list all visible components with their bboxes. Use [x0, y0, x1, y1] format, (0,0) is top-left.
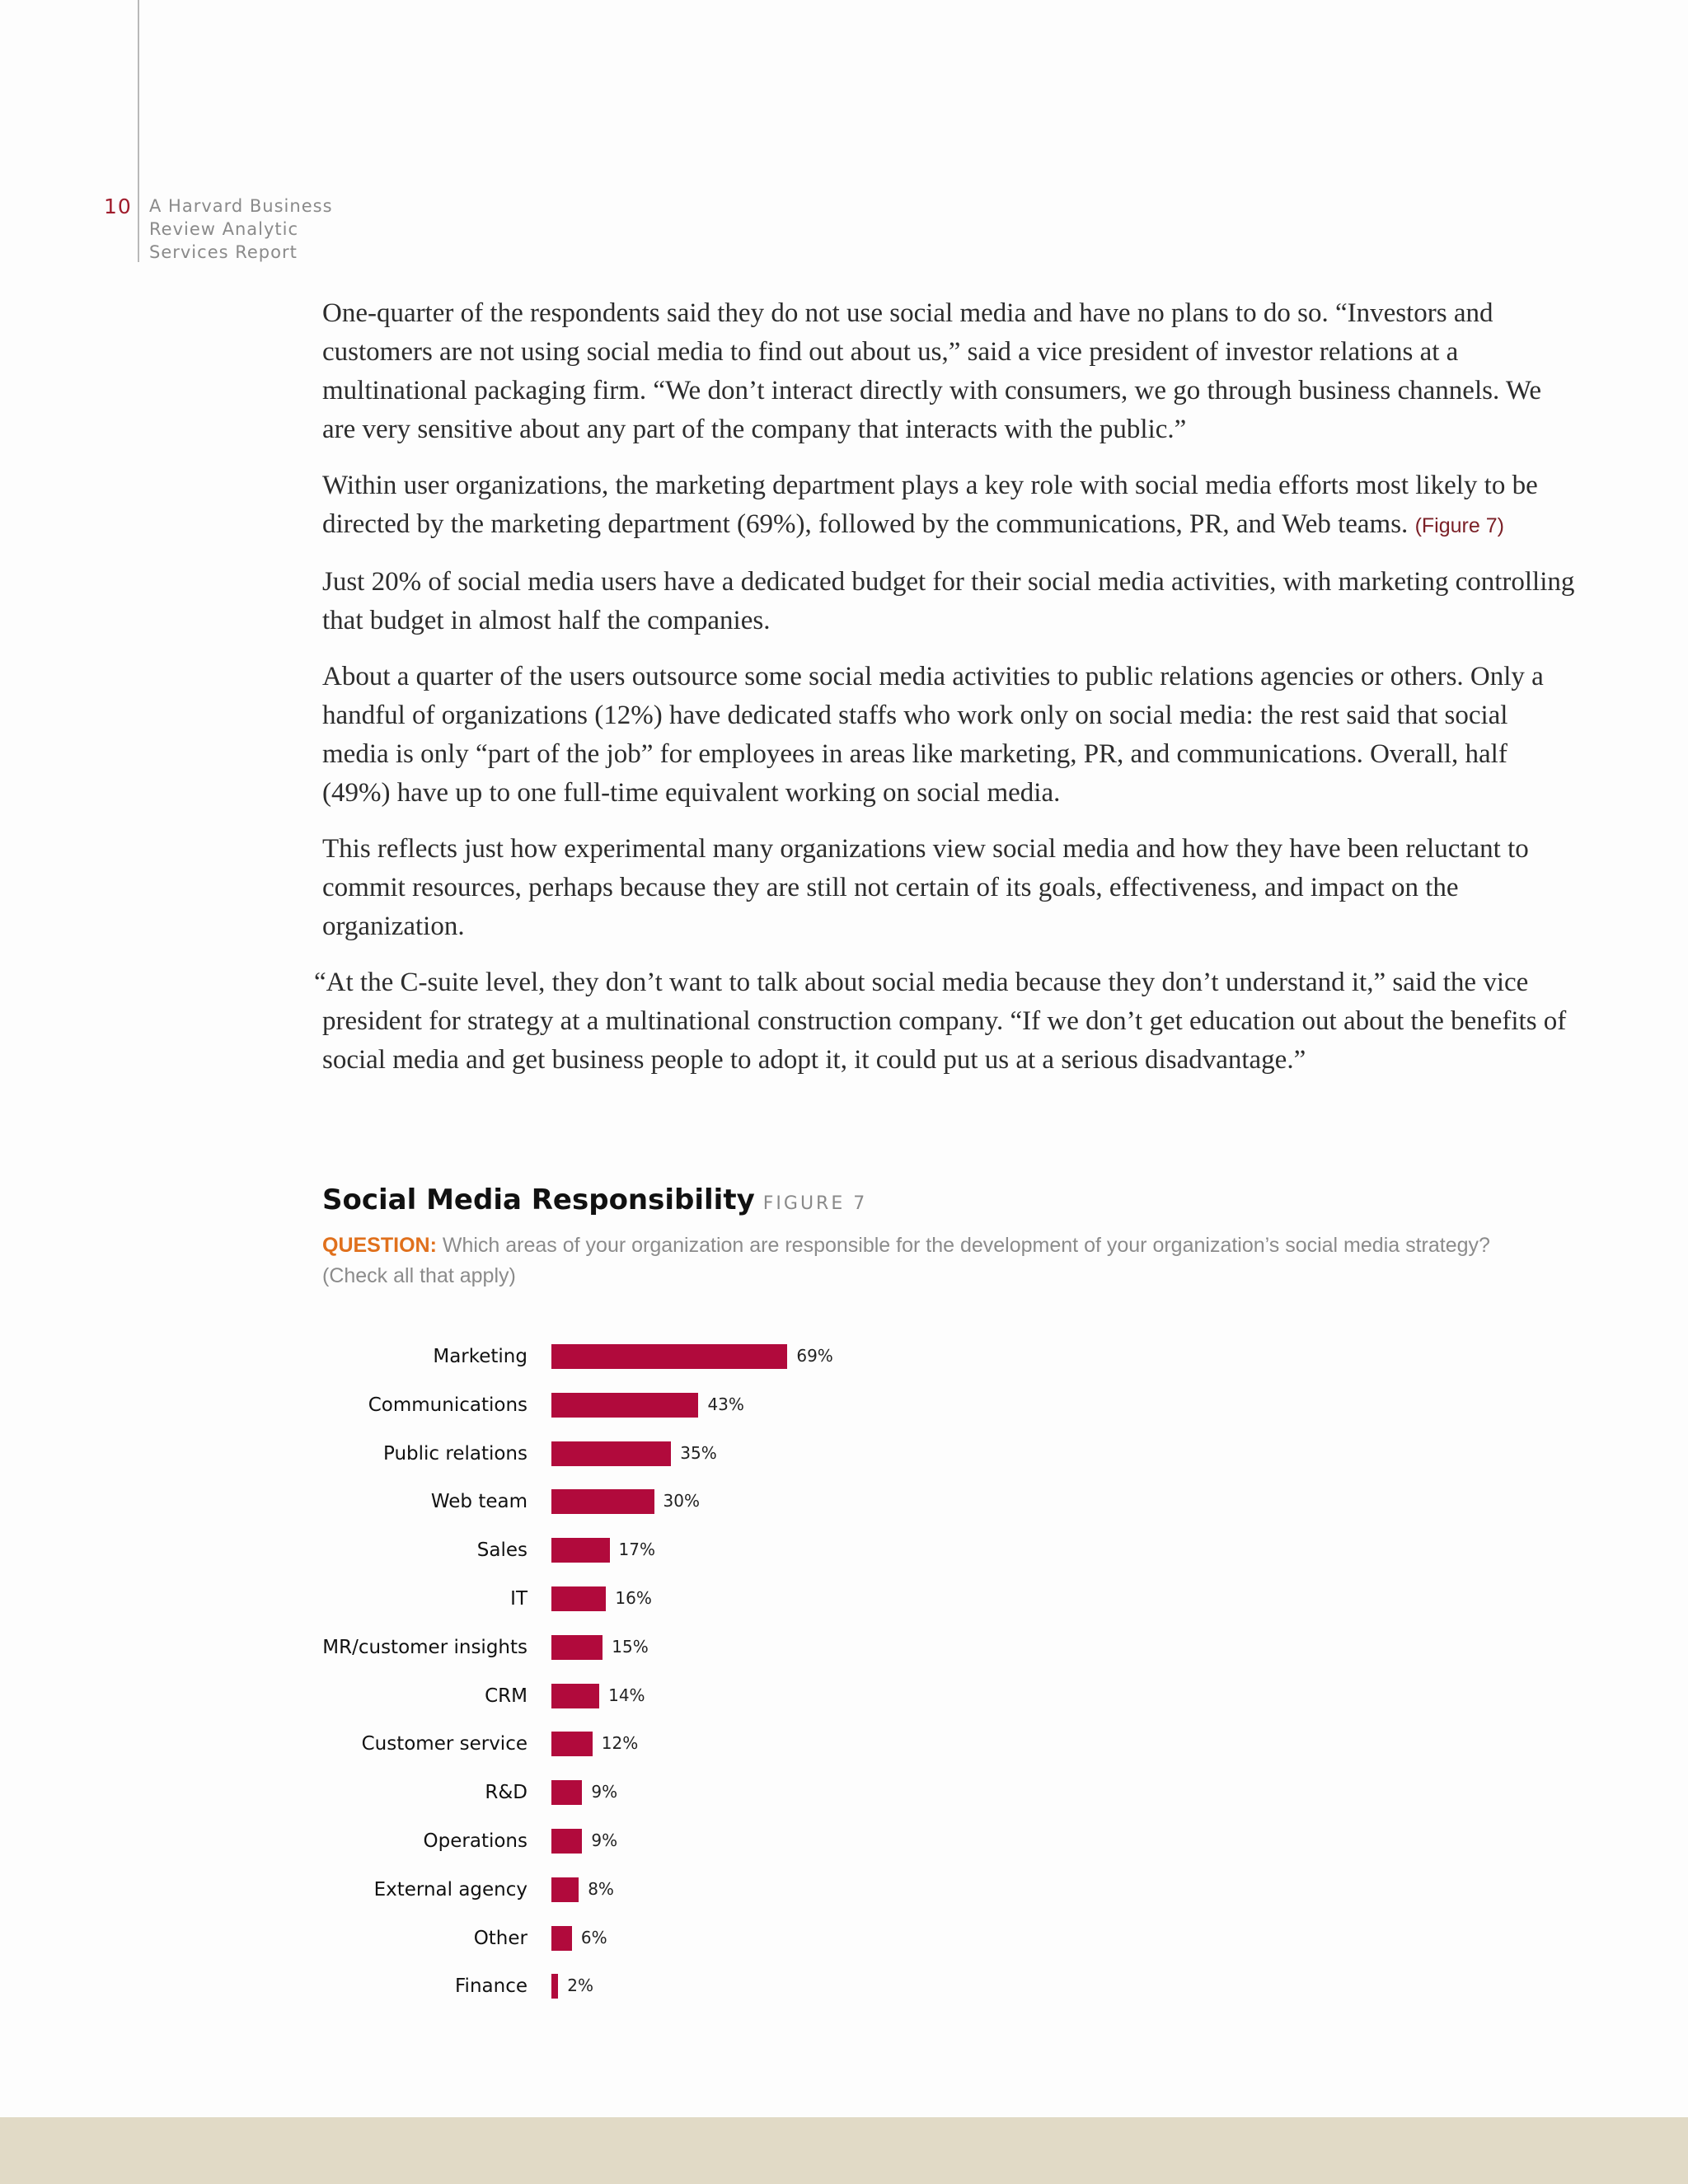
paragraph-text: Within user organizations, the marketing department plays a key role with social media efforts most likely to be directed by the marketing department (69%), followed by the communications, PR, and Web teams. [322, 471, 1538, 539]
bar-label: Operations [423, 1830, 528, 1852]
bar-value-label: 6% [580, 1927, 607, 1947]
bar [551, 1684, 599, 1708]
bar-label: Marketing [433, 1346, 528, 1367]
bar-value-label: 35% [680, 1442, 717, 1463]
paragraph: Just 20% of social media users have a dedicated budget for their social media activities, with marketing controlling that budget in almost half the companies. [322, 567, 1575, 635]
bar [551, 1974, 558, 1999]
bar [551, 1926, 572, 1951]
bar-value-label: 14% [608, 1685, 645, 1705]
bar-value-label: 9% [591, 1830, 618, 1850]
bar [551, 1635, 603, 1660]
bar-label: R&D [485, 1782, 528, 1804]
paragraph: One-quarter of the respondents said they do not use social media and have no plans to do so. “Investors and customers are not using social media to find out about us,” said a vice president of investor relations at a multinational packaging firm. “We don’t interact directly with consumers, we go through business channels. We are very sensitive about any part of the company that interacts with the public.” [322, 298, 1542, 444]
page-number: 10 [104, 194, 132, 218]
paragraph: About a quarter of the users outsource some social media activities to public relations agencies or others. Only a handful of organizations (12%) have dedicated staffs who work only on social media: the rest said that social media is only “part of the job” for employees in areas like marketing, PR, and communications. Overall, half (49%) have up to one full-time equivalent working on social media. [322, 662, 1544, 808]
bar-value-label: 43% [707, 1394, 744, 1414]
bar [551, 1393, 698, 1418]
bar-value-label: 8% [588, 1878, 614, 1899]
series-line: Review Analytic [149, 219, 299, 239]
bar-label: Public relations [382, 1442, 528, 1465]
bar-label: MR/customer insights [322, 1636, 528, 1658]
bar [551, 1538, 610, 1563]
margin-rule [138, 0, 139, 262]
bar [551, 1780, 582, 1805]
bar-label: Web team [430, 1491, 528, 1513]
question-text: Which areas of your organization are responsible for the development of your organization’s social media strategy? (Check all that apply) [322, 1234, 1490, 1287]
bar-label: Finance [455, 1975, 528, 1998]
bar-value-label: 69% [796, 1346, 833, 1366]
figure-reference[interactable]: (Figure 7) [1414, 514, 1504, 537]
bar-value-label: 2% [567, 1975, 594, 1996]
paragraph: This reflects just how experimental many organizations view social media and how they have been reluctant to commit resources, perhaps because they are still not certain of its goals, effectiveness, and impact on the organization. [322, 834, 1529, 941]
report-series [149, 194, 396, 264]
bar [551, 1441, 671, 1466]
bar-value-label: 30% [663, 1491, 700, 1511]
paragraph: “At the C-suite level, they don’t want to talk about social media because they don’t understand it,” said the vice president for strategy at a multinational construction company. “If we don’t get education out about the benefits of social media and get business people to adopt it, it could put us at a serious disadvantage.” [314, 968, 1567, 1075]
bar-value-label: 12% [601, 1733, 639, 1754]
bar [551, 1732, 593, 1756]
series-line: A Harvard Business [149, 196, 333, 216]
question-label: QUESTION: [322, 1234, 437, 1257]
bar-value-label: 17% [618, 1540, 655, 1560]
bar-value-label: 16% [615, 1588, 652, 1608]
figure-title-text: Social Media Responsibility [322, 1183, 755, 1216]
bar-label: IT [510, 1588, 528, 1610]
figure-title [322, 1183, 867, 1216]
bar [551, 1877, 579, 1902]
figure-question [322, 1230, 1542, 1291]
bar [551, 1489, 654, 1514]
bar [551, 1829, 582, 1854]
bar-label: Communications [368, 1394, 528, 1416]
article-body [314, 294, 1575, 1097]
figure-label: FIGURE 7 [762, 1193, 868, 1214]
bar [551, 1586, 606, 1611]
bar-label: CRM [485, 1685, 528, 1707]
bar-value-label: 9% [591, 1782, 618, 1802]
bar-label: External agency [373, 1878, 528, 1900]
bar-value-label: 15% [612, 1636, 649, 1657]
paragraph [322, 466, 1575, 546]
footer-band [0, 2117, 1688, 2184]
bar-label: Other [473, 1927, 528, 1949]
bar-label: Sales [476, 1540, 528, 1562]
bar [551, 1344, 787, 1369]
series-line: Services Report [149, 242, 298, 262]
bar-label: Customer service [361, 1733, 528, 1755]
